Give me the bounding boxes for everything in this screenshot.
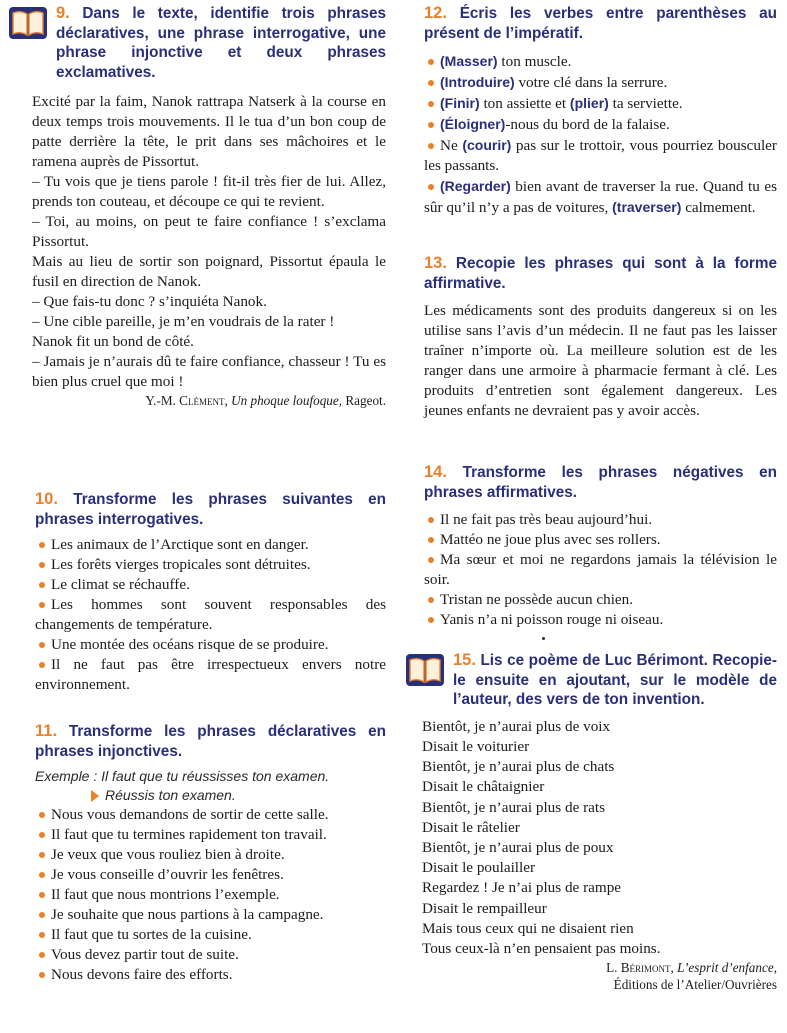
- poem-line: Bientôt, je n’aurai plus de chats: [422, 758, 615, 776]
- poem-citation: [405, 959, 777, 993]
- bullet-dot-icon: [39, 562, 45, 568]
- exercise-9-header: [8, 4, 386, 82]
- list-item: Ne (courir) pas sur le trottoir, vous pourriez bousculer les passants.: [424, 137, 777, 175]
- arrow-right-icon: [91, 790, 99, 802]
- exercise-10: [35, 490, 386, 695]
- exercise-instruction: Lis ce poème de Luc Bérimont. Recopie-le ensuite en ajoutant, sur le modèle de l’auteur, des vers de ton invention.: [453, 652, 777, 709]
- exercise-12-title: [424, 4, 777, 43]
- story-paragraph: – Que fais-tu donc ? s’inquiéta Nanok.: [32, 293, 267, 310]
- poem-line: Disait le râtelier: [422, 818, 520, 836]
- list-item: Une montée des océans risque de se produire.: [35, 635, 386, 655]
- exercise-9-title: [56, 4, 386, 82]
- story-paragraph: Excité par la faim, Nanok rattrapa Natserk à la course en deux temps trois mouvements. Il le tua d’un bon coup de patte derrière la tête, le prit dans ses mâchoires et le ramena auprès de Pissortut.: [32, 93, 386, 170]
- bullet-dot-icon: [39, 912, 45, 918]
- exercise-instruction: Recopie les phrases qui sont à la forme affirmative.: [424, 255, 777, 292]
- list-item: Je vous conseille d’ouvrir les fenêtres.: [35, 865, 386, 885]
- citation-publisher: Éditions de l’Atelier/Ouvrières: [613, 977, 777, 993]
- bullet-dot-icon: [428, 617, 434, 623]
- exercise-13: [424, 254, 777, 421]
- bullet-dot-icon: [39, 892, 45, 898]
- list-item: (Masser) ton muscle.: [424, 51, 777, 72]
- bullet-dot-icon: [39, 602, 45, 608]
- citation-publisher: Rageot.: [342, 393, 386, 408]
- list-item: Il ne faut pas être irrespectueux envers notre environnement.: [35, 656, 386, 694]
- bullet-dot-icon: [39, 662, 45, 668]
- bullet-dot-icon: [39, 852, 45, 858]
- story-paragraph: Mais au lieu de sortir son poignard, Pissortut épaula le fusil en direction de Nanok.: [32, 253, 386, 290]
- exercise-number: 12.: [424, 4, 447, 22]
- poem-line: Bientôt, je n’aurai plus de rats: [422, 798, 606, 816]
- exercise-12: [424, 4, 777, 218]
- example-label: Exemple :: [35, 768, 98, 785]
- list-item: Le climat se réchauffe.: [35, 575, 386, 595]
- story-paragraph: – Tu vois que je tiens parole ! fit-il très fier de lui. Allez, prends ton couteau, et découpe ce qui te revient.: [32, 173, 386, 210]
- exercise-9: [8, 4, 386, 82]
- example-text: Il faut que tu réussisses ton examen.: [101, 768, 330, 785]
- sentence-list: [35, 805, 386, 985]
- bullet-dot-icon: [39, 932, 45, 938]
- exercise-14-title: [424, 463, 777, 502]
- exercise-13-text: Les médicaments sont des produits dangereux si on les utilise sans l’avis d’un médecin. Il ne faut pas les laisser traîner n’importe où. La meilleure solution est de les ranger dans une armoire à pharmacie fermant à clé. Les produits d’entretien sont également dangereux. Les jeunes enfants ne devraient pas y avoir accès.: [424, 302, 777, 420]
- list-item: (Finir) ton assiette et (plier) ta serviette.: [424, 93, 777, 114]
- poem-line: Tous ceux-là n’en pensaient pas moins.: [422, 940, 661, 958]
- bullet-dot-icon: [428, 80, 434, 86]
- exercise-instruction: Transforme les phrases négatives en phrases affirmatives.: [424, 464, 778, 501]
- list-item: Les forêts vierges tropicales sont détruites.: [35, 555, 386, 575]
- story-paragraph: Nanok fit un bond de côté.: [32, 333, 194, 350]
- list-item: Je veux que vous rouliez bien à droite.: [35, 845, 386, 865]
- sentence-list: [35, 535, 386, 695]
- poem-line: Disait le poulailler: [422, 859, 536, 877]
- verb-list: [424, 51, 777, 218]
- bullet-dot-icon: [428, 557, 434, 563]
- list-item: Tristan ne possède aucun chien.: [424, 590, 777, 610]
- exercise-13-title: [424, 254, 777, 293]
- story-paragraph: – Toi, au moins, on peut te faire confiance ! s’exclama Pissortut.: [32, 213, 386, 250]
- poem-line: Mais tous ceux qui ne disaient rien: [422, 919, 634, 937]
- poem: [422, 717, 777, 959]
- exercise-15-header: [405, 651, 777, 710]
- exercise-15-title: [453, 651, 777, 710]
- example-answer: Réussis ton examen.: [105, 787, 236, 804]
- exercise-number: 13.: [424, 254, 447, 272]
- exercise-number: 15.: [453, 651, 476, 669]
- exercise-number: 9.: [56, 4, 70, 22]
- list-item: Les animaux de l’Arctique sont en danger.: [35, 535, 386, 555]
- stray-dot: [542, 637, 545, 640]
- bullet-dot-icon: [39, 542, 45, 548]
- citation-work: Un phoque loufoque,: [231, 393, 343, 408]
- bullet-dot-icon: [39, 582, 45, 588]
- poem-line: Disait le châtaignier: [422, 778, 545, 796]
- exercise-11: [35, 722, 386, 985]
- bullet-dot-icon: [428, 122, 434, 128]
- exercise-number: 14.: [424, 463, 447, 481]
- bullet-dot-icon: [428, 143, 434, 149]
- list-item: Les hommes sont souvent responsables des changements de température.: [35, 596, 386, 634]
- poem-line: Disait le rempailleur: [422, 899, 547, 917]
- list-item: Nous vous demandons de sortir de cette salle.: [35, 805, 386, 825]
- list-item: Il faut que tu termines rapidement ton travail.: [35, 825, 386, 845]
- example-block: [35, 767, 386, 805]
- example-line: [35, 767, 386, 786]
- exercise-instruction: Dans le texte, identifie trois phrases déclaratives, une phrase interrogative, une phrase injonctive et deux phrases exclamatives.: [56, 5, 386, 81]
- sentence-list: [424, 510, 777, 630]
- bullet-dot-icon: [39, 872, 45, 878]
- list-item: Ma sœur et moi ne regardons jamais la télévision le soir.: [424, 551, 777, 589]
- exercise-instruction: Transforme les phrases déclaratives en phrases injonctives.: [35, 723, 386, 760]
- list-item: (Regarder) bien avant de traverser la rue. Quand tu es sûr qu’il n’y a pas de voitures, (traverser) calmement.: [424, 178, 777, 217]
- exercise-14: [424, 463, 777, 630]
- story-citation: [32, 392, 386, 410]
- list-item: Il faut que nous montrions l’exemple.: [35, 885, 386, 905]
- list-item: Il ne fait pas très beau aujourd’hui.: [424, 510, 777, 530]
- bullet-dot-icon: [428, 597, 434, 603]
- open-book-icon: [405, 652, 445, 688]
- exercise-15: [405, 651, 777, 993]
- list-item: (Éloigner)-nous du bord de la falaise.: [424, 114, 777, 135]
- bullet-dot-icon: [428, 101, 434, 107]
- exercise-11-title: [35, 722, 386, 761]
- poem-line: Disait le voiturier: [422, 737, 530, 755]
- story-paragraph: – Jamais je n’aurais dû te faire confiance, chasseur ! Tu es bien plus cruel que moi !: [32, 353, 386, 390]
- bullet-dot-icon: [428, 517, 434, 523]
- open-book-icon: [8, 5, 48, 41]
- citation-work: L’esprit d’enfance,: [677, 960, 777, 976]
- story-paragraph: – Une cible pareille, je m’en voudrais de la rater !: [32, 313, 335, 330]
- exercise-10-title: [35, 490, 386, 529]
- story-text: [32, 92, 386, 410]
- citation-author: Y.-M. Clément,: [145, 393, 228, 408]
- list-item: Yanis n’a ni poisson rouge ni oiseau.: [424, 610, 777, 630]
- bullet-dot-icon: [39, 972, 45, 978]
- bullet-dot-icon: [428, 184, 434, 190]
- bullet-dot-icon: [428, 59, 434, 65]
- example-answer-line: [35, 786, 386, 805]
- bullet-dot-icon: [39, 832, 45, 838]
- list-item: Nous devons faire des efforts.: [35, 965, 386, 985]
- bullet-dot-icon: [39, 952, 45, 958]
- exercise-instruction: Écris les verbes entre parenthèses au présent de l’impératif.: [424, 5, 777, 42]
- exercise-number: 11.: [35, 722, 58, 740]
- list-item: (Introduire) votre clé dans la serrure.: [424, 72, 777, 93]
- poem-line: Regardez ! Je n’ai plus de rampe: [422, 879, 622, 897]
- exercise-instruction: Transforme les phrases suivantes en phrases interrogatives.: [35, 491, 386, 528]
- bullet-dot-icon: [39, 642, 45, 648]
- list-item: Je souhaite que nous partions à la campagne.: [35, 905, 386, 925]
- list-item: Il faut que tu sortes de la cuisine.: [35, 925, 386, 945]
- citation-author: L. Bérimont,: [606, 960, 674, 976]
- bullet-dot-icon: [428, 537, 434, 543]
- list-item: Vous devez partir tout de suite.: [35, 945, 386, 965]
- poem-line: Bientôt, je n’aurai plus de poux: [422, 839, 614, 856]
- bullet-dot-icon: [39, 812, 45, 818]
- list-item: Mattéo ne joue plus avec ses rollers.: [424, 530, 777, 550]
- exercise-number: 10.: [35, 490, 58, 508]
- poem-line: Bientôt, je n’aurai plus de voix: [422, 717, 611, 735]
